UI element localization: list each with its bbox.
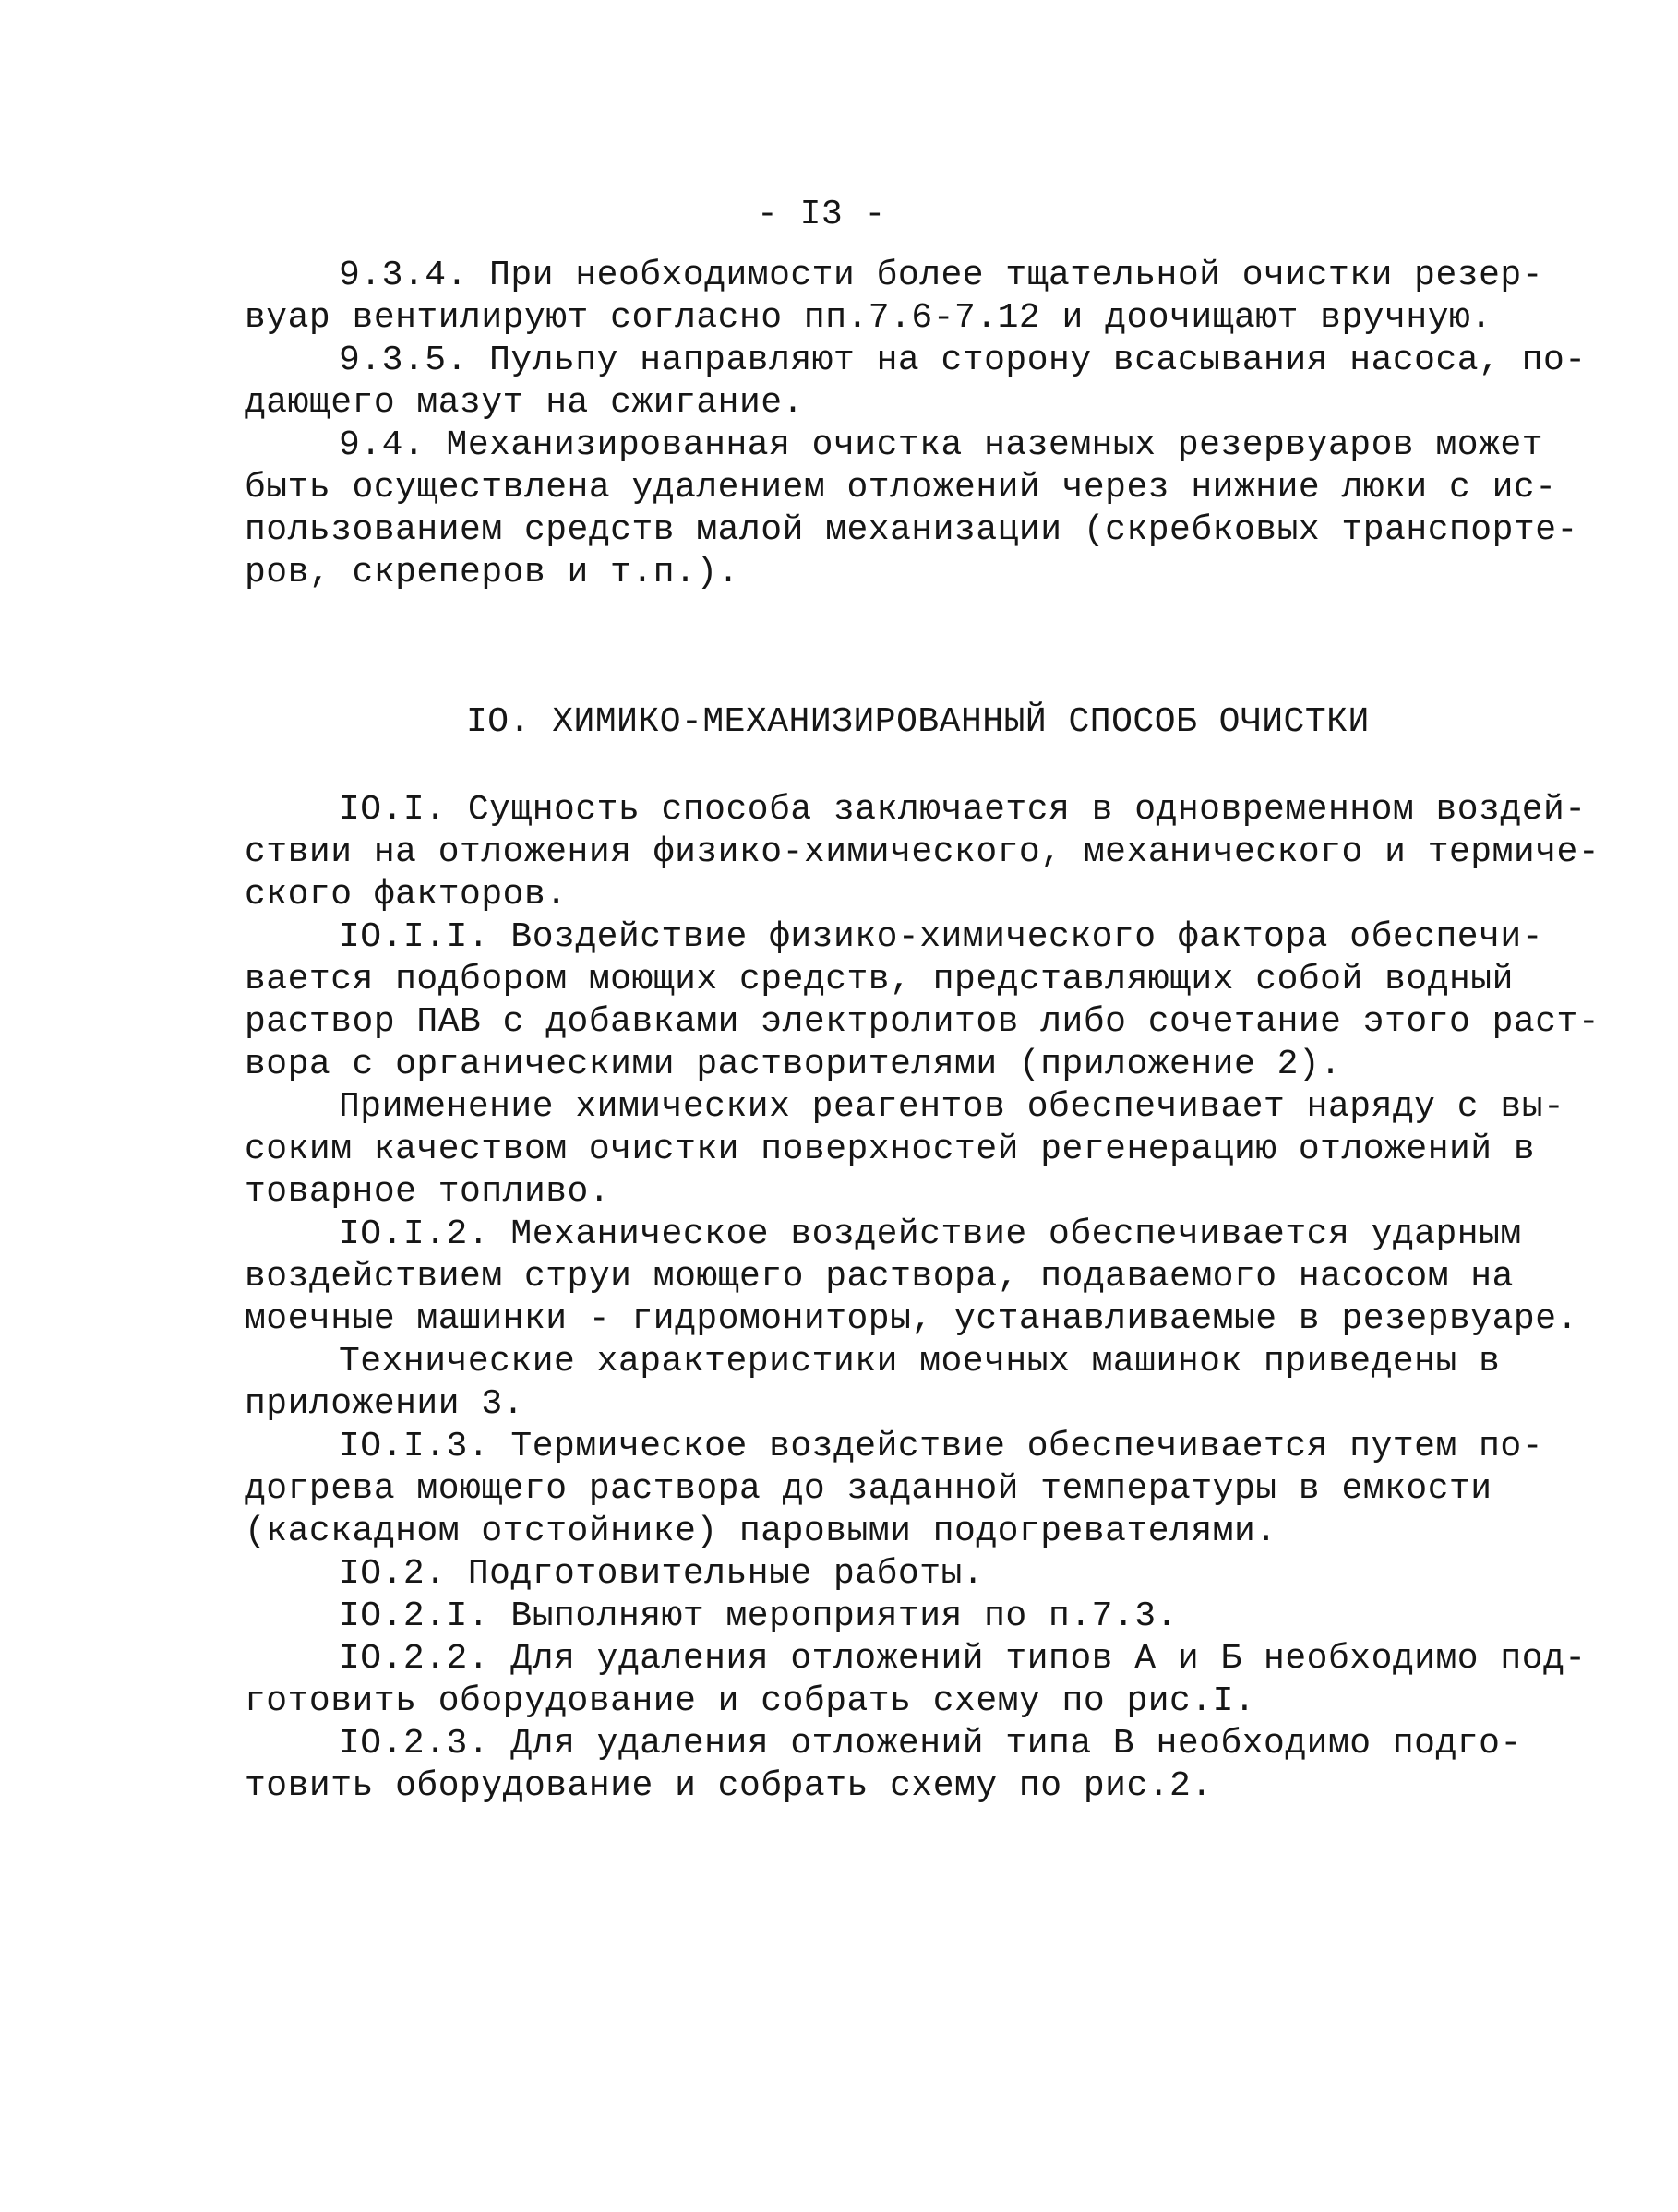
- text-line: дающего мазут на сжигание.: [245, 383, 804, 423]
- text-line: ствии на отложения физико-химического, механического и термиче-: [245, 832, 1600, 872]
- text-line: IO.2.3. Для удаления отложений типа В необходимо подго-: [339, 1724, 1522, 1764]
- text-line: приложении 3.: [245, 1384, 524, 1424]
- text-line: готовить оборудование и собрать схему по рис.I.: [245, 1681, 1256, 1721]
- text-line: IO.2. Подготовительные работы.: [339, 1554, 985, 1594]
- text-line: соким качеством очистки поверхностей регенерацию отложений в: [245, 1130, 1536, 1169]
- text-line: воздействием струи моющего раствора, подаваемого насосом на: [245, 1257, 1514, 1297]
- text-line: 9.4. Механизированная очистка наземных резервуаров может: [339, 425, 1544, 465]
- text-line: IO.2.2. Для удаления отложений типов А и Б необходимо под-: [339, 1639, 1587, 1679]
- text-line: вается подбором моющих средств, представляющих собой водный: [245, 960, 1514, 999]
- text-line: ров, скреперов и т.п.).: [245, 553, 739, 592]
- text-line: раствор ПАВ с добавками электролитов либо сочетание этого раст-: [245, 1002, 1600, 1042]
- text-line: товарное топливо.: [245, 1172, 611, 1212]
- text-line: 9.3.4. При необходимости более тщательной очистки резер-: [339, 256, 1544, 295]
- text-line: моечные машинки - гидромониторы, устанавливаемые в резервуаре.: [245, 1299, 1578, 1339]
- text-line: IO.I.I. Воздействие физико-химического фактора обеспечи-: [339, 917, 1544, 957]
- text-line: товить оборудование и собрать схему по рис.2.: [245, 1766, 1213, 1806]
- text-line: 9.3.5. Пульпу направляют на сторону всасывания насоса, по-: [339, 341, 1587, 380]
- text-line: Применение химических реагентов обеспечивает наряду с вы-: [339, 1087, 1565, 1127]
- text-line: (каскадном отстойнике) паровыми подогревателями.: [245, 1512, 1277, 1551]
- text-line: IO.I.2. Механическое воздействие обеспечивается ударным: [339, 1214, 1522, 1254]
- text-line: IO.2.I. Выполняют мероприятия по п.7.3.: [339, 1596, 1178, 1636]
- text-line: догрева моющего раствора до заданной температуры в емкости: [245, 1469, 1492, 1509]
- text-line: ского факторов.: [245, 875, 568, 915]
- text-line: IO.I.3. Термическое воздействие обеспечивается путем по-: [339, 1427, 1544, 1466]
- text-line: пользованием средств малой механизации (скребковых транспорте-: [245, 510, 1578, 550]
- text-line: вора с органическими растворителями (приложение 2).: [245, 1045, 1342, 1084]
- text-line: IO.I. Сущность способа заключается в одновременном воздей-: [339, 790, 1587, 830]
- text-line: вуар вентилируют согласно пп.7.6-7.12 и доочищают вручную.: [245, 298, 1492, 338]
- text-line: быть осуществлена удалением отложений через нижние люки с ис-: [245, 468, 1557, 508]
- text-line: Технические характеристики моечных машинок приведены в: [339, 1342, 1501, 1381]
- page-number: - I3 -: [757, 195, 886, 234]
- section-heading: IO. ХИМИКО-МЕХАНИЗИРОВАННЫЙ СПОСОБ ОЧИСТКИ: [466, 702, 1370, 742]
